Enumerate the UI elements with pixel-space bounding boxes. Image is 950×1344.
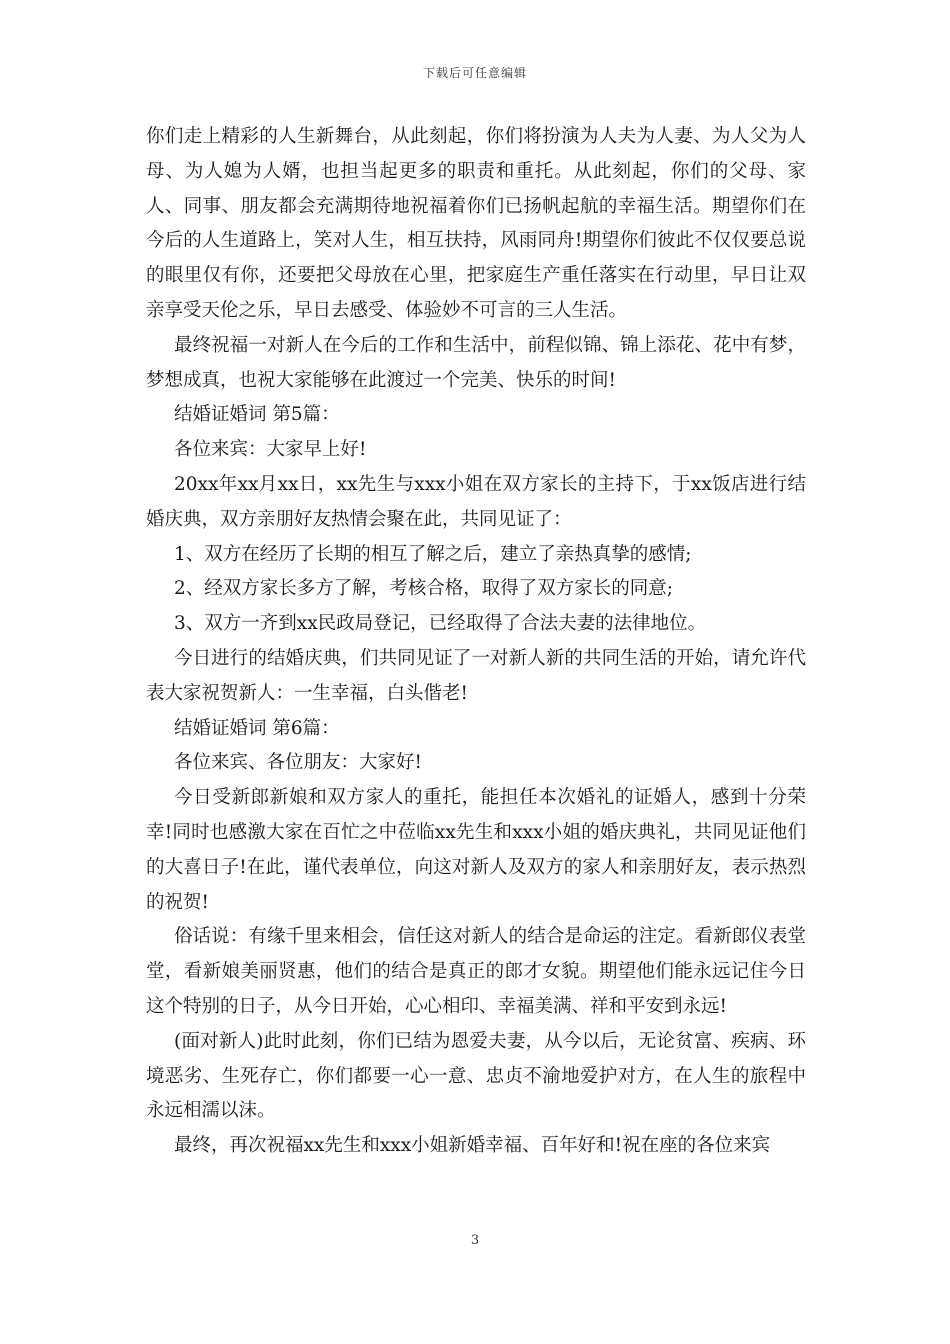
page-number: 3 [470,1233,480,1248]
paragraph: 俗话说：有缘千里来相会，信任这对新人的结合是命运的注定。看新郎仪表堂堂，看新娘美丽贤惠，他们的结合是真正的郎才女貌。期望他们能永远记住今日这个特别的日子，从今日开始，心心相印、幸福美满、祥和平安到永远! [146,926,806,1017]
paragraph: 最终祝福一对新人在今后的工作和生活中，前程似锦、锦上添花、花中有梦，梦想成真，也祝大家能够在此渡过一个完美、快乐的时间! [146,334,806,391]
paragraph: 20xx年xx月xx日，xx先生与xxx小姐在双方家长的主持下，于xx饭店进行结婚庆典，双方亲朋好友热情会聚在此，共同见证了： [146,473,806,530]
paragraph: (面对新人)此时此刻，你们已结为恩爱夫妻，从今以后，无论贫富、疾病、环境恶劣、生死存亡，你们都要一心一意、忠贞不渝地爱护对方，在人生的旅程中永远相濡以沫。 [146,1030,806,1122]
paragraph: 今日受新郎新娘和双方家人的重托，能担任本次婚礼的证婚人，感到十分荣幸!同时也感激大家在百忙之中莅临xx先生和xxx小姐的婚庆典礼，共同见证他们的大喜日子!在此，谨代表单位，向这对新人及双方的家人和亲朋好友，表示热烈的祝贺! [146,787,806,913]
paragraph: 各位来宾：大家早上好! [174,439,367,461]
list-item: 1、双方在经历了长期的相互了解之后，建立了亲热真挚的感情; [174,543,692,565]
list-item: 3、双方一齐到xx民政局登记，已经取得了合法夫妻的法律地位。 [174,613,707,635]
paragraph: 各位来宾、各位朋友：大家好! [174,752,422,774]
paragraph: 你们走上精彩的人生新舞台，从此刻起，你们将扮演为人夫为人妻、为人父为人母、为人媳为人婿，也担当起更多的职责和重托。从此刻起，你们的父母、家人、同事、朋友都会充满期待地祝福着你们已扬帆起航的幸福生活。期望你们在今后的人生道路上，笑对人生，相互扶持，风雨同舟!期望你们彼此不仅仅要总说的眼里仅有你，还要把父母放在心里，把家庭生产重任落实在行动里，早日让双亲享受天伦之乐，早日去感受、体验妙不可言的三人生活。 [146,126,807,321]
paragraph: 今日进行的结婚庆典，们共同见证了一对新人新的共同生活的开始，请允许代表大家祝贺新人：一生幸福，白头偕老! [146,647,806,704]
paragraph: 最终，再次祝福xx先生和xxx小姐新婚幸福、百年好和!祝在座的各位来宾 [174,1135,771,1157]
list-item: 2、经双方家长多方了解，考核合格，取得了双方家长的同意; [174,578,674,600]
page-header: 下载后可任意编辑 [422,66,527,80]
section-heading: 结婚证婚词 第6篇： [174,717,340,739]
document-body [146,120,806,1164]
section-heading: 结婚证婚词 第5篇： [174,404,340,426]
